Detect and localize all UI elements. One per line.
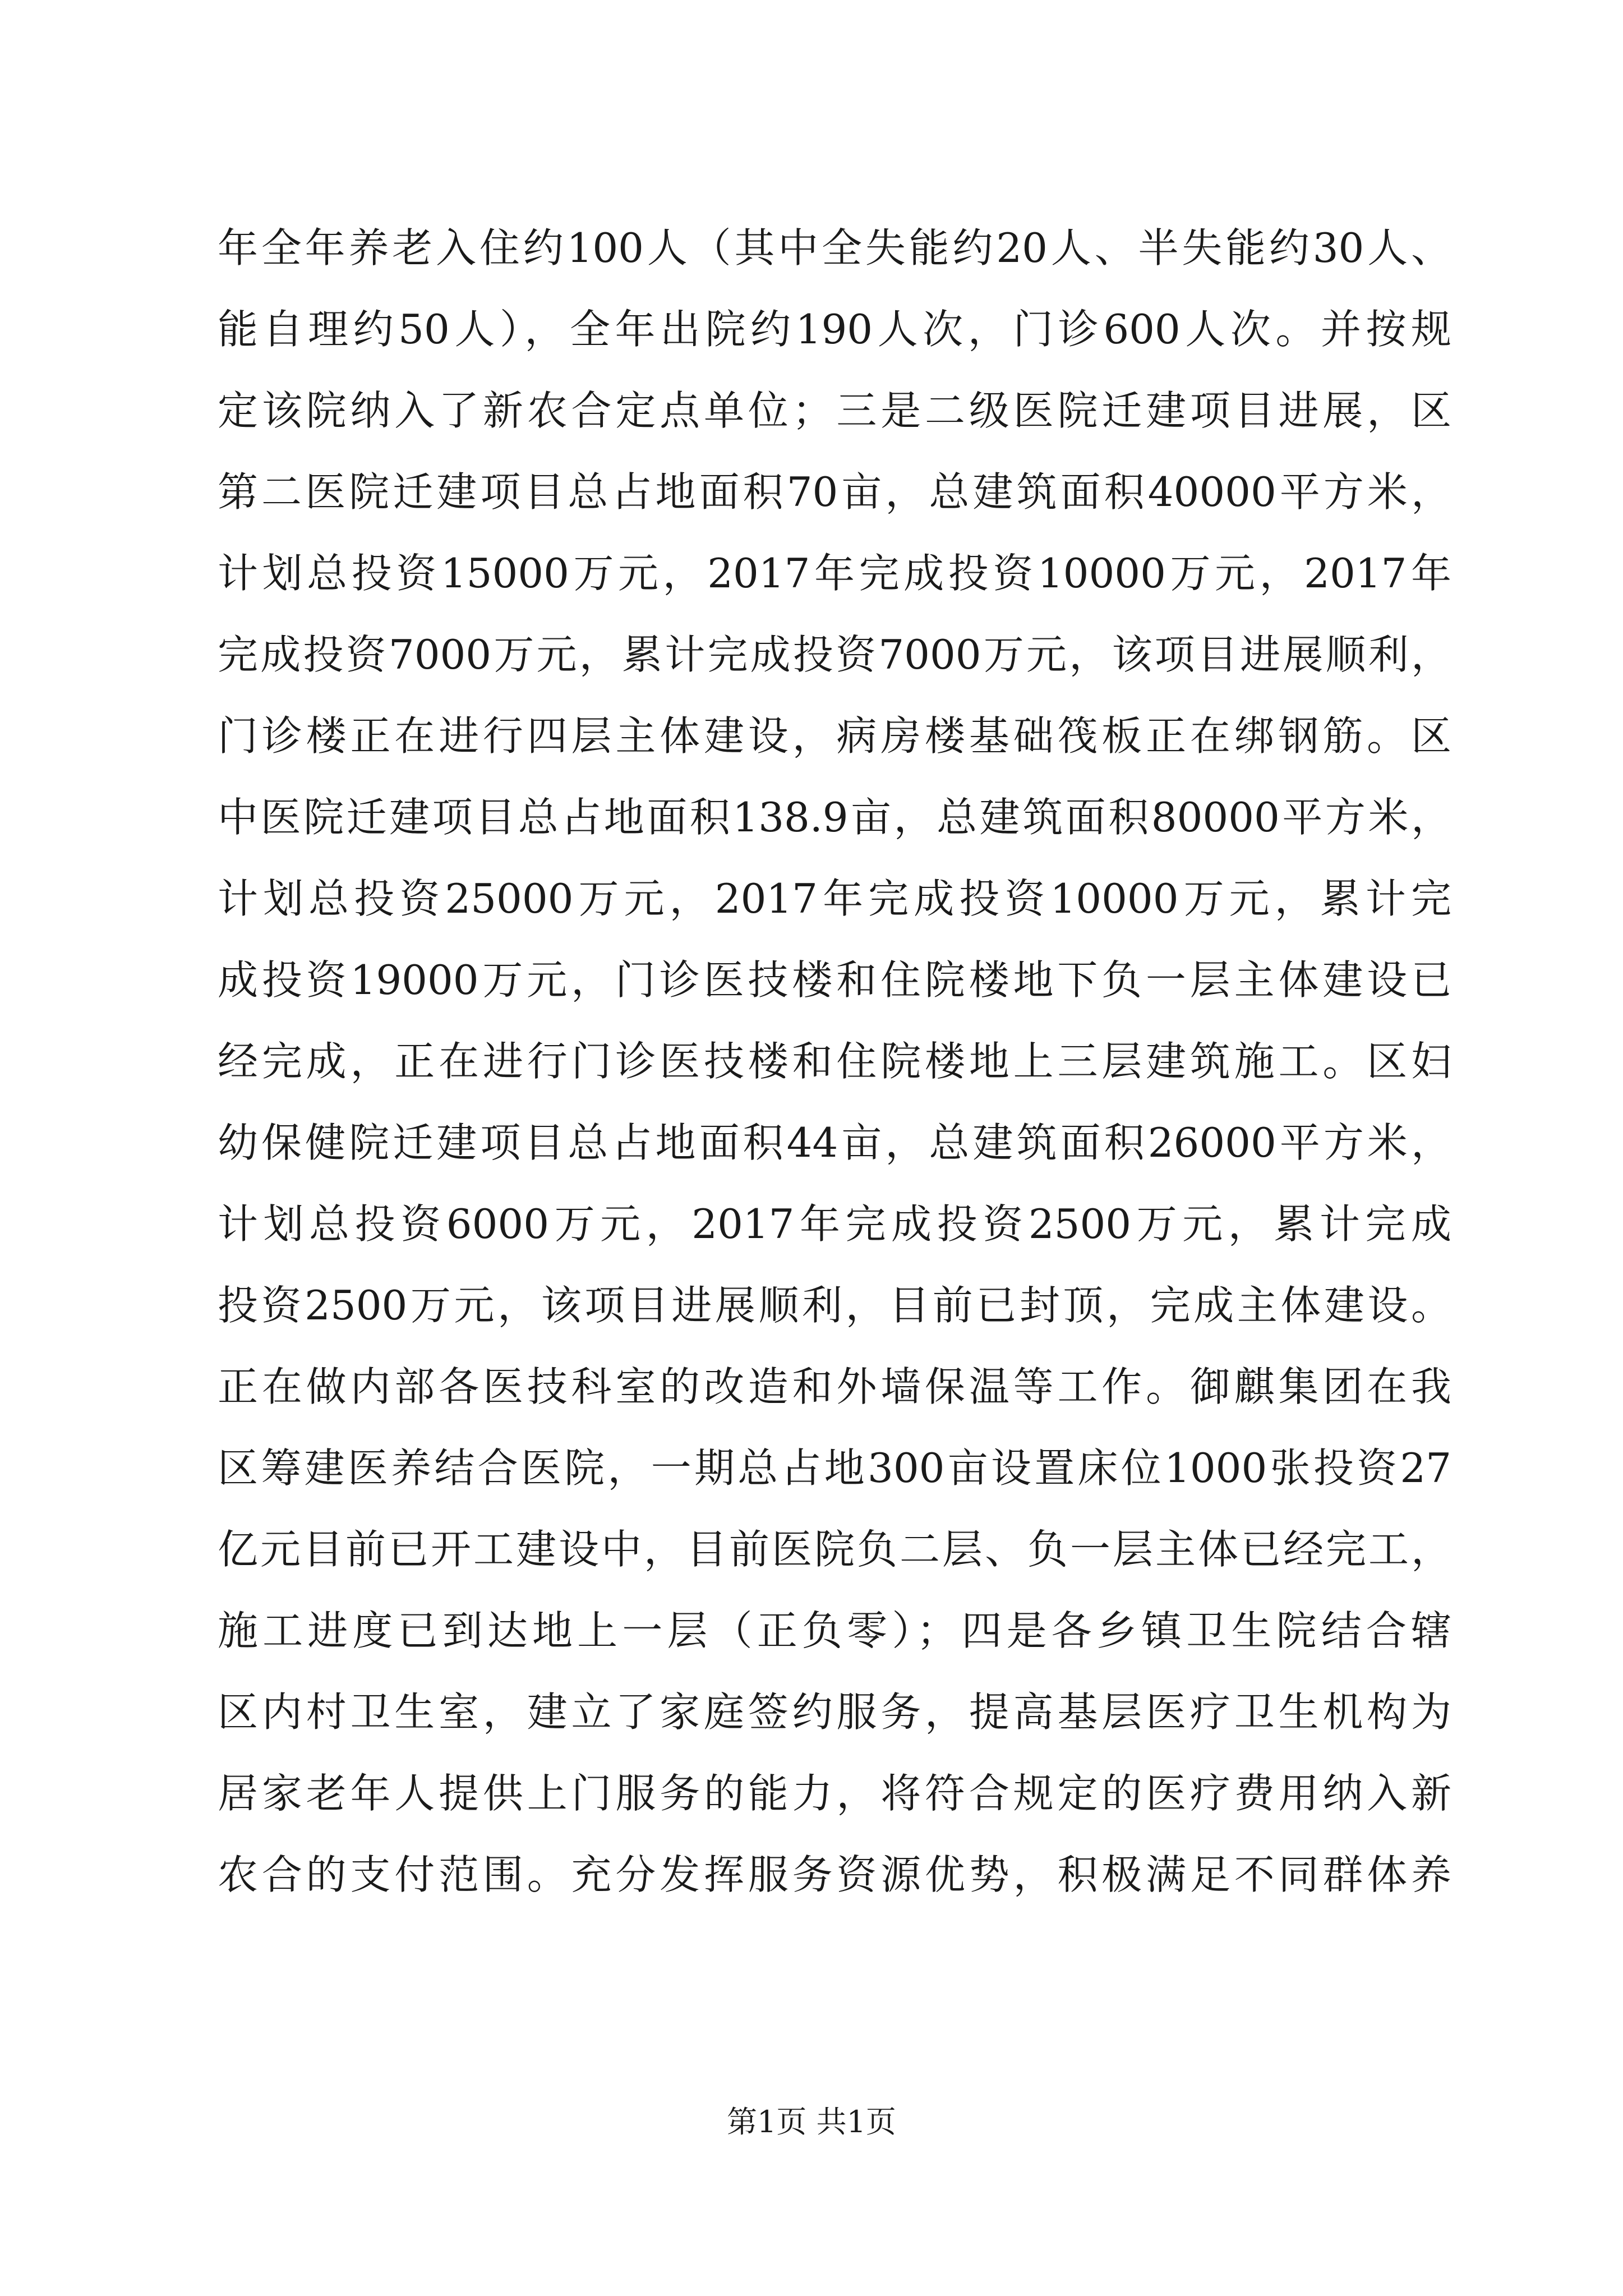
- text-line-15: 正在做内部各医技科室的改造和外墙保温等工作。御麒集团在我: [218, 1363, 1451, 1410]
- body-paragraph: [218, 208, 1451, 1916]
- text-line-8: 中医院迁建项目总占地面积138.9亩，总建筑面积80000平方米，: [218, 794, 1451, 841]
- text-line-19: 区内村卫生室，建立了家庭签约服务，提高基层医疗卫生机构为: [218, 1688, 1451, 1736]
- text-line-2: 能自理约50人），全年出院约190人次，门诊600人次。并按规: [218, 306, 1451, 353]
- text-line-12: 幼保健院迁建项目总占地面积44亩，总建筑面积26000平方米，: [218, 1119, 1451, 1166]
- text-line-10: 成投资19000万元，门诊医技楼和住院楼地下负一层主体建设已: [218, 956, 1451, 1004]
- text-line-13: 计划总投资6000万元，2017年完成投资2500万元，累计完成: [218, 1200, 1451, 1248]
- text-line-1: 年全年养老入住约100人（其中全失能约20人、半失能约30人、: [218, 224, 1451, 272]
- text-line-7: 门诊楼正在进行四层主体建设，病房楼基础筏板正在绑钢筋。区: [218, 712, 1451, 760]
- text-line-6: 完成投资7000万元，累计完成投资7000万元，该项目进展顺利，: [218, 631, 1451, 678]
- text-line-11: 经完成，正在进行门诊医技楼和住院楼地上三层建筑施工。区妇: [218, 1038, 1451, 1085]
- text-line-20: 居家老年人提供上门服务的能力，将符合规定的医疗费用纳入新: [218, 1770, 1451, 1817]
- page-footer: 第1页 共1页: [727, 2104, 896, 2139]
- text-line-21: 农合的支付范围。充分发挥服务资源优势，积极满足不同群体养: [218, 1851, 1451, 1898]
- text-line-16: 区筹建医养结合医院，一期总占地300亩设置床位1000张投资27: [218, 1444, 1451, 1492]
- text-line-14: 投资2500万元，该项目进展顺利，目前已封顶，完成主体建设。: [218, 1282, 1451, 1329]
- text-line-3: 定该院纳入了新农合定点单位；三是二级医院迁建项目进展，区: [218, 387, 1451, 434]
- text-line-5: 计划总投资15000万元，2017年完成投资10000万元，2017年: [218, 550, 1451, 597]
- text-line-17: 亿元目前已开工建设中，目前医院负二层、负一层主体已经完工，: [218, 1526, 1451, 1573]
- text-line-9: 计划总投资25000万元，2017年完成投资10000万元，累计完: [218, 875, 1451, 922]
- text-line-4: 第二医院迁建项目总占地面积70亩，总建筑面积40000平方米，: [218, 468, 1451, 516]
- text-line-18: 施工进度已到达地上一层（正负零）；四是各乡镇卫生院结合辖: [218, 1607, 1451, 1654]
